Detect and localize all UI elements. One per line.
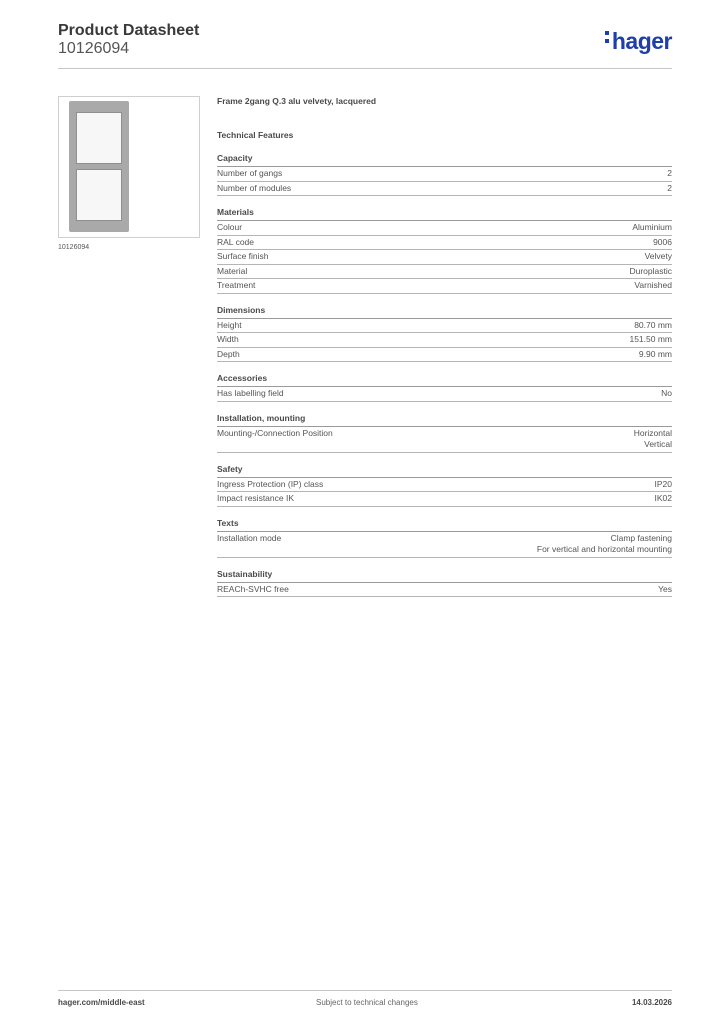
spec-value-line: No [661,388,672,398]
technical-features-heading: Technical Features [217,130,294,140]
feature-section [217,464,672,507]
spec-row [217,236,672,251]
product-title: Frame 2gang Q.3 alu velvety, lacquered [217,96,377,106]
footer-divider [58,990,672,991]
product-number: 10126094 [58,40,130,57]
spec-value-line: Varnished [634,280,672,290]
feature-section [217,373,672,402]
spec-value-line: Clamp fastening [610,532,672,543]
spec-value-line: 2 [667,168,672,178]
spec-value-line: Yes [658,583,672,594]
section-heading: Capacity [217,153,672,167]
spec-value [658,584,672,596]
footer-website: hager.com/middle-east [58,998,145,1007]
spec-value-line: For vertical and horizontal mounting [536,544,672,554]
spec-label: Impact resistance IK [217,493,295,503]
feature-section [217,518,672,558]
spec-row [217,583,672,598]
spec-value-line: Horizontal [633,427,672,438]
frame-opening-bottom [76,169,122,221]
spec-value-line: 9.90 mm [638,348,672,359]
feature-sections [217,153,672,597]
spec-row [217,250,672,265]
spec-label: Surface finish [217,251,269,261]
spec-row [217,387,672,402]
spec-value [629,334,672,346]
feature-section [217,569,672,598]
spec-row [217,182,672,197]
header-divider [58,68,672,69]
spec-label: Material [217,265,248,276]
spec-label: Depth [217,348,240,359]
section-heading: Accessories [217,373,672,387]
logo-text: hager [611,28,672,54]
feature-section [217,305,672,363]
spec-row [217,478,672,493]
spec-value-line: 151.50 mm [629,334,672,344]
section-heading: Sustainability [217,569,672,583]
section-heading: Dimensions [217,305,672,319]
section-heading: Installation, mounting [217,413,672,427]
spec-row [217,167,672,182]
spec-label: Number of gangs [217,168,283,178]
frame-opening-top [76,112,122,164]
spec-row [217,333,672,348]
spec-value [632,222,672,234]
page-title: Product Datasheet [58,22,200,39]
spec-value [639,349,672,361]
spec-label: RAL code [217,236,255,247]
section-heading: Texts [217,518,672,532]
spec-label: Mounting-/Connection Position [217,427,333,438]
spec-row [217,265,672,280]
spec-value-line: IK02 [654,493,672,503]
spec-value-line: 2 [667,182,672,193]
spec-value [634,280,672,292]
spec-row [217,492,672,507]
spec-label: Has labelling field [217,388,284,398]
spec-value [634,320,672,332]
spec-value [655,479,673,491]
hager-logo [605,28,672,55]
footer-date: 14.03.2026 [631,998,672,1007]
spec-value-line: IP20 [654,478,672,489]
spec-label: Height [217,319,242,330]
spec-value-line: 9006 [653,236,672,247]
spec-value [667,183,672,195]
spec-value [645,251,672,263]
spec-value-line: Velvety [644,251,672,261]
spec-row [217,221,672,236]
image-caption: 10126094 [58,244,90,251]
spec-label: Width [217,334,239,344]
feature-section [217,153,672,196]
section-heading: Safety [217,464,672,478]
footer-note: Subject to technical changes [316,998,418,1007]
spec-value [667,168,672,180]
spec-row [217,532,672,558]
technical-content [217,96,672,597]
feature-section [217,413,672,453]
frame-2gang-vertical-image [69,101,129,232]
spec-value [655,493,673,505]
feature-section [217,207,672,294]
spec-row [217,319,672,334]
product-image [58,96,200,238]
spec-label: Treatment [217,280,256,290]
spec-label: Installation mode [217,532,282,543]
spec-value [653,237,672,249]
spec-label: REACh-SVHC free [217,583,289,594]
spec-row [217,348,672,363]
spec-value [629,266,672,278]
spec-value [537,533,672,556]
spec-value-line: Vertical [644,439,672,449]
spec-row [217,279,672,294]
page-header [58,22,672,68]
spec-value [661,388,672,400]
spec-label: Ingress Protection (IP) class [217,478,324,489]
spec-value-line: 80.70 mm [634,319,672,330]
logo-colon-icon [605,27,610,47]
spec-label: Colour [217,222,243,232]
spec-value-line: Duroplastic [629,265,672,276]
spec-row [217,427,672,453]
spec-value-line: Aluminium [632,222,672,232]
section-heading: Materials [217,207,672,221]
spec-value [634,428,672,451]
spec-label: Number of modules [217,182,292,193]
